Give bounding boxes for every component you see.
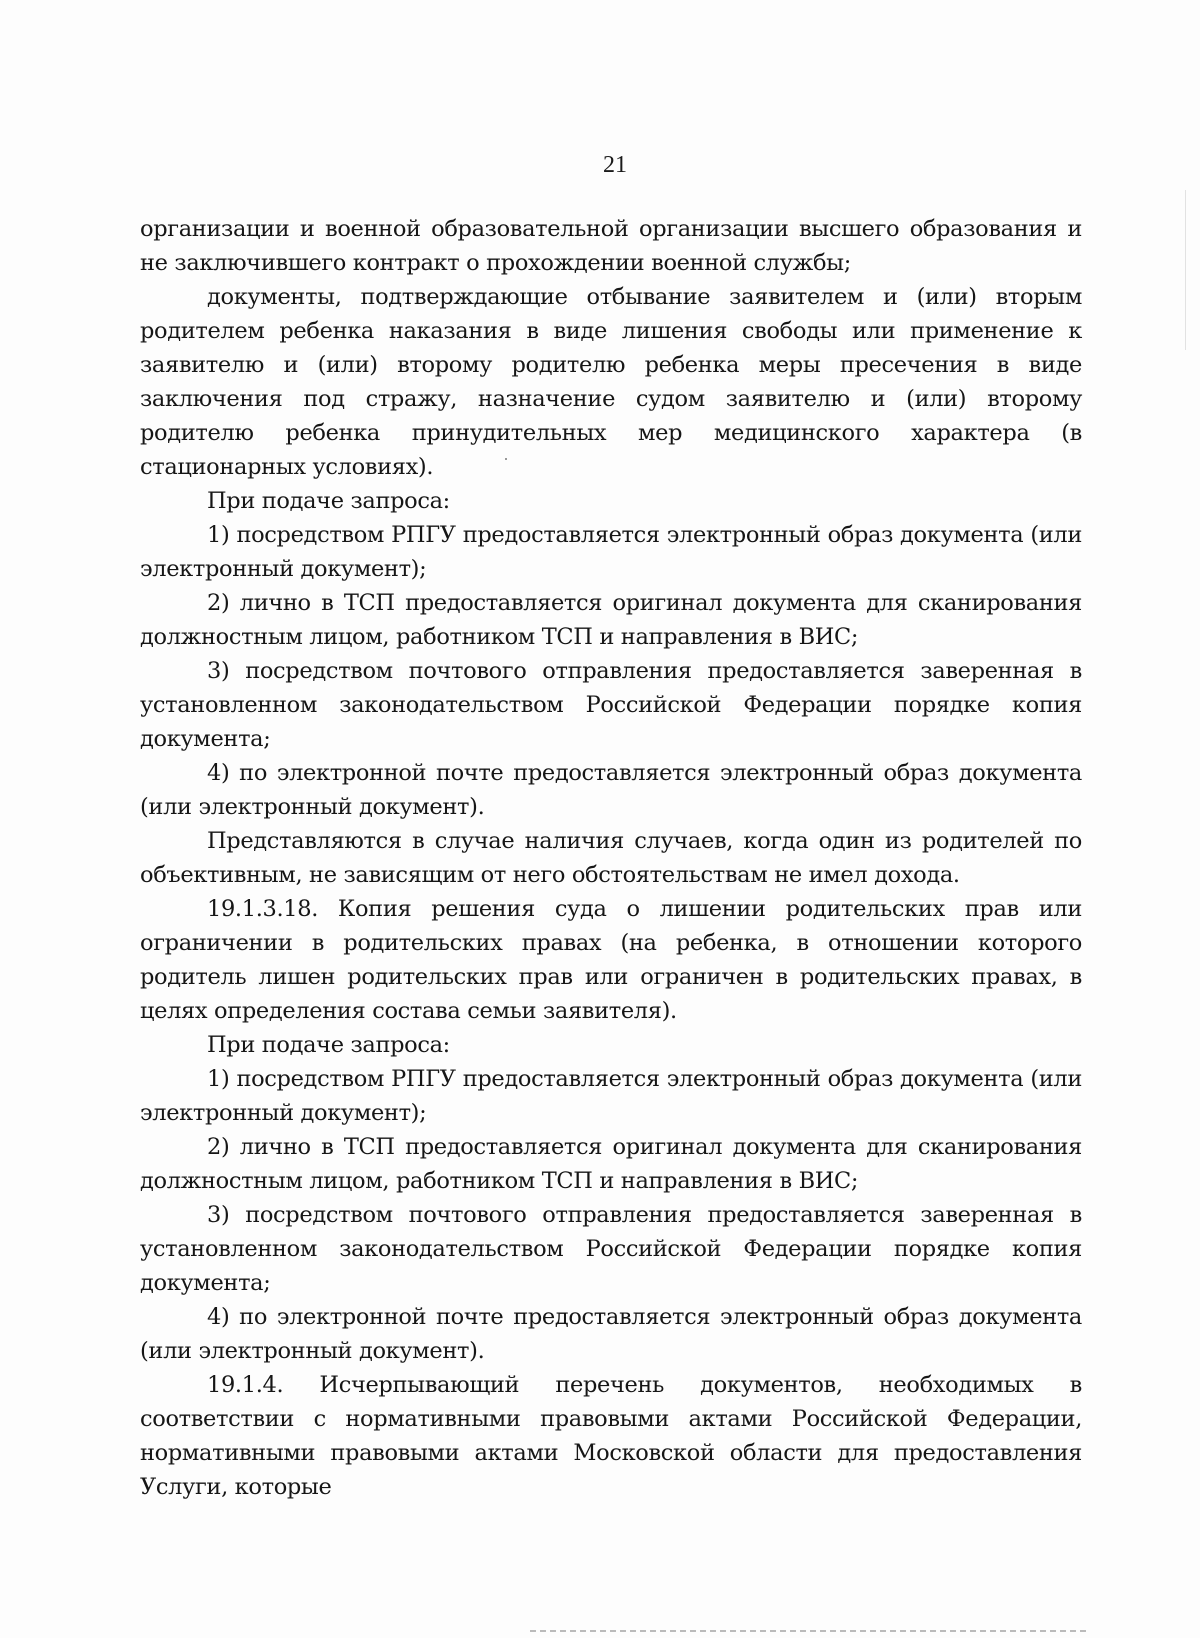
paragraph-3: 1) посредством РПГУ предоставляется электронный образ документа (или электронный документ); [140,522,1082,582]
paragraph-5: 3) посредством почтового отправления предоставляется заверенная в установленном законодательством Российской Федерации порядке копия документа; [140,658,1082,752]
paragraph-9: При подаче запроса: [207,1032,450,1058]
document-body [140,212,1082,1504]
paragraph-13: 4) по электронной почте предоставляется электронный образ документа (или электронный документ). [140,1304,1082,1364]
paragraph-12: 3) посредством почтового отправления предоставляется заверенная в установленном законодательством Российской Федерации порядке копия документа; [140,1202,1082,1296]
paragraph-7: Представляются в случае наличия случаев, когда один из родителей по объективным, не зависящим от него обстоятельствам не имел дохода. [140,828,1082,888]
paragraph-6: 4) по электронной почте предоставляется электронный образ документа (или электронный документ). [140,760,1082,820]
scan-edge-line [1185,190,1186,350]
paragraph-4: 2) лично в ТСП предоставляется оригинал документа для сканирования должностным лицом, работником ТСП и направления в ВИС; [140,590,1082,650]
paragraph-11: 2) лично в ТСП предоставляется оригинал документа для сканирования должностным лицом, работником ТСП и направления в ВИС; [140,1134,1082,1194]
scan-speck [505,458,507,460]
paragraph-10: 1) посредством РПГУ предоставляется электронный образ документа (или электронный документ); [140,1066,1082,1126]
paragraph-0: организации и военной образовательной организации высшего образования и не заключившего контракт о прохождении военной службы; [140,216,1082,276]
scan-bottom-artifact [530,1630,1090,1632]
paragraph-14: 19.1.4. Исчерпывающий перечень документов, необходимых в соответствии с нормативными правовыми актами Российской Федерации, нормативными правовыми актами Московской области для предоставления Услуги, которые [140,1372,1082,1500]
paragraph-2: При подаче запроса: [207,488,450,514]
paragraph-1: документы, подтверждающие отбывание заявителем и (или) вторым родителем ребенка наказания в виде лишения свободы или применение к заявителю и (или) второму родителю ребенка меры пресечения в виде заключения под стражу, назначение судом заявителю и (или) второму родителю ребенка принудительных мер медицинского характера (в стационарных условиях). [140,284,1082,480]
paragraph-8: 19.1.3.18. Копия решения суда о лишении родительских прав или ограничении в родительских правах (на ребенка, в отношении которого родитель лишен родительских прав или ограничен в родительских правах, в целях определения состава семьи заявителя). [140,896,1082,1024]
page-number: 21 [603,152,627,178]
